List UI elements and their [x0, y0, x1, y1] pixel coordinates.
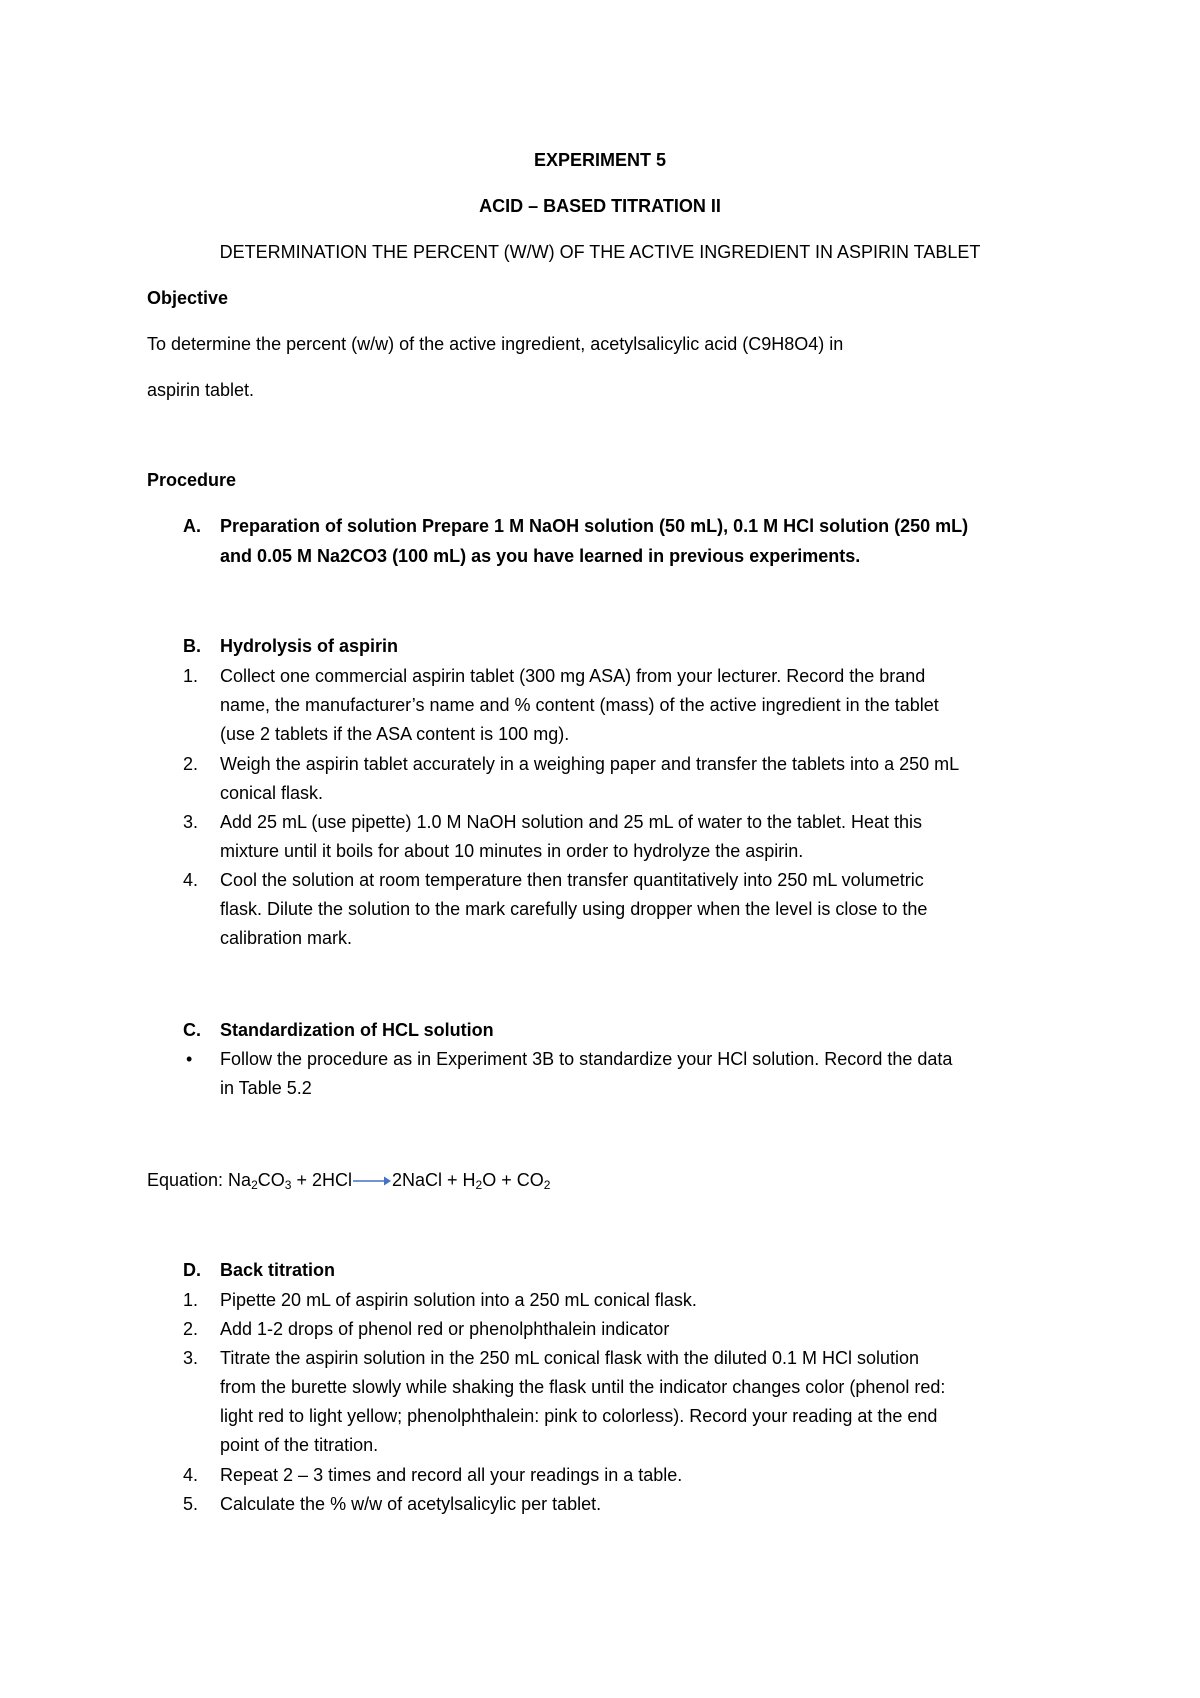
section-c-heading: Standardization of HCL solution	[220, 1020, 494, 1040]
section-d-item-3-line: from the burette slowly while shaking the flask until the indicator changes color (phenol red:	[220, 1377, 946, 1397]
section-d-item-5-number: 5.	[183, 1494, 199, 1514]
procedure-heading: Procedure	[147, 470, 237, 490]
section-b-item-4-line: flask. Dilute the solution to the mark carefully using dropper when the level is close to the	[220, 899, 928, 919]
equation-subscript: 2	[251, 1178, 258, 1192]
section-d-item-1-line: Pipette 20 mL of aspirin solution into a 250 mL conical flask.	[220, 1290, 697, 1310]
section-c-line: in Table 5.2	[220, 1078, 312, 1098]
objective-line-1: To determine the percent (w/w) of the active ingredient, acetylsalicylic acid (C9H8O4) in	[147, 334, 844, 354]
section-a-label: A.	[183, 516, 201, 536]
section-d-item-2-line: Add 1-2 drops of phenol red or phenolphthalein indicator	[220, 1319, 670, 1339]
equation-subscript: 3	[284, 1178, 292, 1192]
section-b-item-1-number: 1.	[183, 666, 199, 686]
objective-heading: Objective	[147, 288, 229, 308]
section-b-item-4-line: calibration mark.	[220, 928, 353, 948]
section-a-line-1: Preparation of solution Prepare 1 M NaOH solution (50 mL), 0.1 M HCl solution (250 mL)	[220, 516, 969, 536]
section-b-heading: Hydrolysis of aspirin	[220, 636, 399, 656]
section-b-item-1-line: Collect one commercial aspirin tablet (300 mg ASA) from your lecturer. Record the brand	[220, 666, 926, 686]
section-d-item-4-line: Repeat 2 – 3 times and record all your readings in a table.	[220, 1465, 683, 1485]
equation-subscript: 2	[543, 1178, 551, 1192]
section-d-heading: Back titration	[220, 1260, 336, 1280]
section-b-item-2-line: conical flask.	[220, 783, 324, 803]
section-c-label: C.	[183, 1020, 201, 1040]
equation-prefix: Equation: Na	[147, 1170, 252, 1190]
equation-part: CO	[257, 1170, 285, 1190]
section-d-item-3-line: point of the titration.	[220, 1435, 379, 1455]
experiment-subtitle: DETERMINATION THE PERCENT (W/W) OF THE ACTIVE INGREDIENT IN ASPIRIN TABLET	[219, 242, 981, 262]
equation-part: O + CO	[482, 1170, 544, 1190]
section-d-item-4-number: 4.	[183, 1465, 199, 1485]
section-b-item-2-number: 2.	[183, 754, 199, 774]
section-a-line-2: and 0.05 M Na2CO3 (100 mL) as you have learned in previous experiments.	[220, 546, 861, 566]
section-c-line: Follow the procedure as in Experiment 3B to standardize your HCl solution. Record the data	[220, 1049, 953, 1069]
section-b-item-1-line: (use 2 tablets if the ASA content is 100 mg).	[220, 724, 570, 744]
section-b-item-4-line: Cool the solution at room temperature then transfer quantitatively into 250 mL volumetric	[220, 870, 924, 890]
equation-part: + 2HCl	[291, 1170, 352, 1190]
section-c-bullet: •	[186, 1049, 193, 1069]
reaction-equation	[147, 1170, 550, 1192]
section-d-item-3-line: light red to light yellow; phenolphthalein: pink to colorless). Record your reading at the end	[220, 1406, 938, 1426]
section-b-label: B.	[183, 636, 201, 656]
section-d-label: D.	[183, 1260, 201, 1280]
section-d-item-3-line: Titrate the aspirin solution in the 250 mL conical flask with the diluted 0.1 M HCl solution	[220, 1348, 920, 1368]
section-d-item-1-number: 1.	[183, 1290, 199, 1310]
section-b-item-3-line: Add 25 mL (use pipette) 1.0 M NaOH solution and 25 mL of water to the tablet. Heat this	[220, 812, 923, 832]
section-b-item-1-line: name, the manufacturer’s name and % content (mass) of the active ingredient in the tablet	[220, 695, 939, 715]
experiment-title: ACID – BASED TITRATION II	[479, 196, 721, 216]
objective-line-2: aspirin tablet.	[147, 380, 255, 400]
experiment-number: EXPERIMENT 5	[533, 150, 667, 170]
reaction-arrow-icon	[353, 1174, 391, 1188]
equation-part: 2NaCl + H	[391, 1170, 476, 1190]
section-b-item-2-line: Weigh the aspirin tablet accurately in a weighing paper and transfer the tablets into a 250 mL	[220, 754, 960, 774]
section-d-item-3-number: 3.	[183, 1348, 199, 1368]
equation-subscript: 2	[475, 1178, 483, 1192]
section-d-item-2-number: 2.	[183, 1319, 199, 1339]
section-d-item-5-line: Calculate the % w/w of acetylsalicylic per tablet.	[220, 1494, 602, 1514]
section-b-item-3-number: 3.	[183, 812, 199, 832]
section-b-item-3-line: mixture until it boils for about 10 minutes in order to hydrolyze the aspirin.	[220, 841, 804, 861]
section-b-item-4-number: 4.	[183, 870, 199, 890]
